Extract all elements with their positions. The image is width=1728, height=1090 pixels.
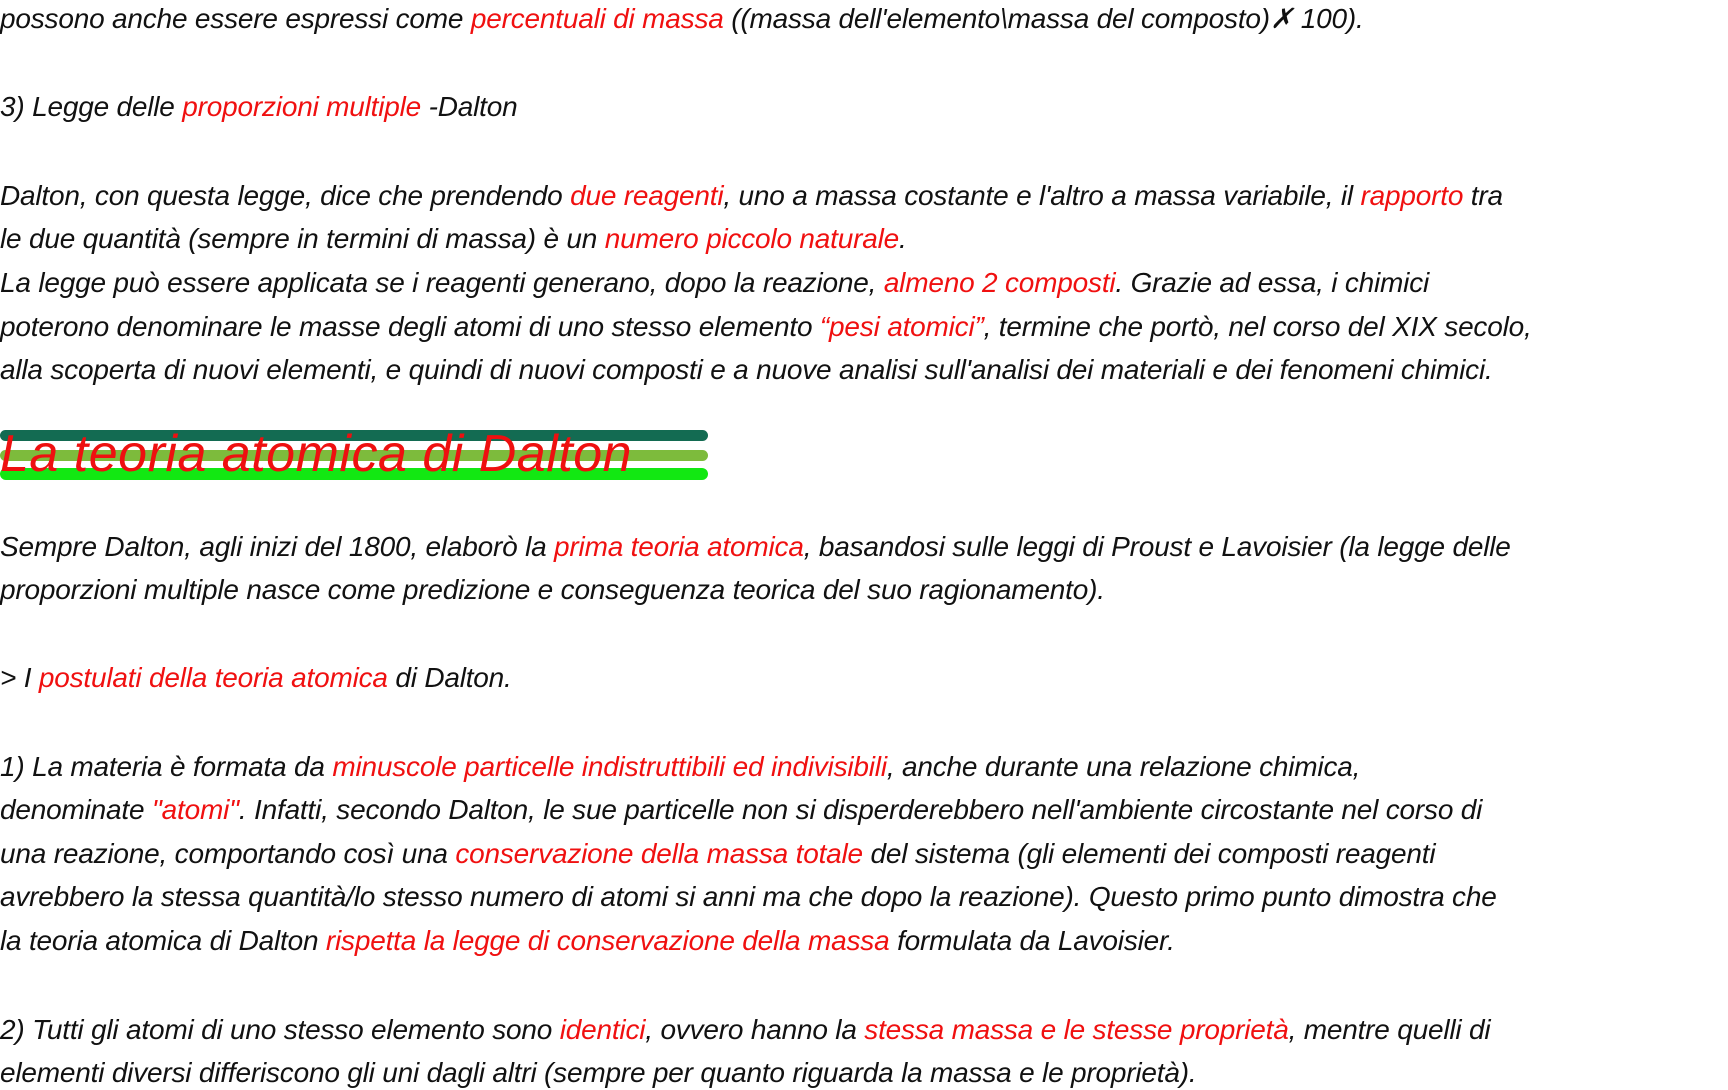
text-line (0, 573, 1105, 607)
text-segment: , basandosi sulle leggi di Proust e Lavoisier (la legge delle (803, 531, 1511, 562)
text-segment: del sistema (gli elementi dei composti reagenti (862, 838, 1436, 869)
text-line (0, 750, 1360, 784)
highlighted-term: rapporto (1360, 180, 1464, 211)
text-line (0, 880, 1497, 914)
highlighted-term: identici (559, 1014, 646, 1045)
text-line (0, 2, 1364, 36)
text-segment: Sempre Dalton, agli inizi del 1800, elaborò la (0, 531, 555, 562)
text-segment: di Dalton. (387, 662, 512, 693)
text-segment: alla scoperta di nuovi elementi, e quindi di nuovi composti e a nuove analisi sull'analisi dei materiali e dei fenomeni chimici. (0, 354, 1493, 385)
text-segment: > I (0, 662, 39, 693)
heading-text: La teoria atomica di Dalton (0, 425, 633, 483)
highlighted-term: "atomi" (151, 794, 239, 825)
text-segment: Dalton, con questa legge, dice che prendendo (0, 180, 571, 211)
highlighted-term: stessa massa e le stesse proprietà (864, 1014, 1289, 1045)
text-segment: le due quantità (sempre in termini di massa) è un (0, 223, 605, 254)
highlighted-term: numero piccolo naturale (604, 223, 899, 254)
text-line (0, 1056, 1196, 1090)
text-segment: poterono denominare le masse degli atomi di uno stesso elemento (0, 311, 820, 342)
section-heading (0, 425, 708, 484)
text-line (0, 530, 1511, 564)
text-line (0, 222, 907, 256)
text-segment: , mentre quelli di (1288, 1014, 1491, 1045)
text-segment: elementi diversi differiscono gli uni dagli altri (sempre per quanto riguarda la massa e le proprietà). (0, 1057, 1197, 1088)
text-segment: 3) Legge delle (0, 91, 183, 122)
text-segment: , uno a massa costante e l'altro a massa variabile, il (723, 180, 1361, 211)
text-segment: ((massa dell'elemento\massa del composto)✗ 100). (723, 3, 1364, 34)
text-line (0, 266, 1429, 300)
text-segment: denominate (0, 794, 152, 825)
text-segment: formulata da Lavoisier. (889, 925, 1175, 956)
text-segment: -Dalton (421, 91, 518, 122)
highlighted-term: minuscole particelle indistruttibili ed indivisibili (332, 751, 887, 782)
text-line (0, 661, 512, 695)
highlighted-term: “pesi atomici” (819, 311, 984, 342)
text-segment: 1) La materia è formata da (0, 751, 333, 782)
text-segment: . Grazie ad essa, i chimici (1115, 267, 1430, 298)
text-segment: . (899, 223, 907, 254)
text-segment: , anche durante una relazione chimica, (886, 751, 1361, 782)
text-line (0, 90, 518, 124)
text-segment: , termine che portò, nel corso del XIX secolo, (983, 311, 1532, 342)
text-segment: tra (1463, 180, 1503, 211)
text-line (0, 310, 1532, 344)
text-segment: una reazione, comportando così una (0, 838, 456, 869)
highlighted-term: due reagenti (570, 180, 724, 211)
highlighted-term: almeno 2 composti (883, 267, 1116, 298)
text-segment: . Infatti, secondo Dalton, le sue particelle non si disperderebbero nell'ambiente circostante nel corso di (238, 794, 1483, 825)
text-segment: La legge può essere applicata se i reagenti generano, dopo la reazione, (0, 267, 884, 298)
text-line (0, 837, 1435, 871)
highlighted-term: proporzioni multiple (182, 91, 422, 122)
text-line (0, 353, 1493, 387)
text-line (0, 1013, 1490, 1047)
text-segment: avrebbero la stessa quantità/lo stesso numero di atomi si anni ma che dopo la reazione). Questo primo punto dimostra che (0, 881, 1497, 912)
text-segment: , ovvero hanno la (645, 1014, 865, 1045)
highlighted-term: percentuali di massa (470, 3, 724, 34)
text-segment: la teoria atomica di Dalton (0, 925, 326, 956)
text-line (0, 793, 1482, 827)
text-line (0, 179, 1503, 213)
highlighted-term: postulati della teoria atomica (38, 662, 388, 693)
text-segment: 2) Tutti gli atomi di uno stesso elemento sono (0, 1014, 560, 1045)
highlighted-term: prima teoria atomica (554, 531, 804, 562)
text-segment: proporzioni multiple nasce come predizione e conseguenza teorica del suo ragionamento). (0, 574, 1105, 605)
text-line (0, 924, 1175, 958)
text-segment: possono anche essere espressi come (0, 3, 471, 34)
highlighted-term: conservazione della massa totale (455, 838, 863, 869)
highlighted-term: rispetta la legge di conservazione della massa (325, 925, 890, 956)
